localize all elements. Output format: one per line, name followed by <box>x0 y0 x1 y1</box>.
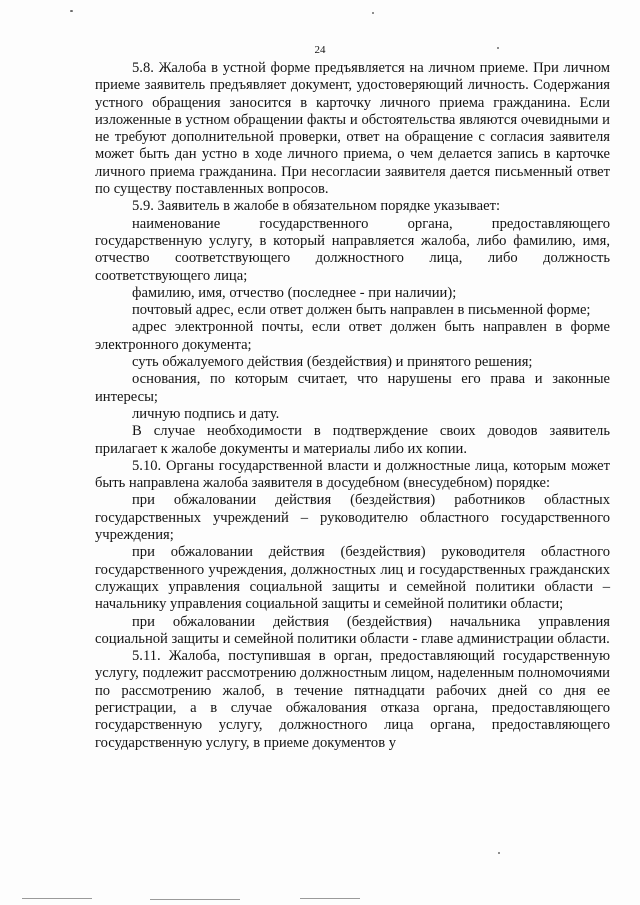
body-text <box>95 60 610 752</box>
scan-speck <box>70 10 73 12</box>
paragraph-5-11: 5.11. Жалоба, поступившая в орган, предоставляющий государственную услугу, подлежит рассмотрению должностным лицом, наделенным полномочиями по рассмотрению жалоб, в течение пятнадцати рабочих дней со дня ее регистрации, а в случае обжалования отказа органа, предоставляющего государственную услугу, должностного лица органа, предоставляющего государственную услугу, в приеме документов у <box>95 648 610 751</box>
paragraph-5-10: 5.10. Органы государственной власти и должностные лица, которым может быть направлена жалоба заявителя в досудебном (внесудебном) порядке: <box>95 457 610 492</box>
list-item-signature: личную подпись и дату. <box>132 405 280 422</box>
page-number: 24 <box>314 44 326 56</box>
paragraph-attachments: В случае необходимости в подтверждение своих доводов заявитель прилагает к жалобе документы и материалы либо их копии. <box>95 423 610 457</box>
list-item-institution-workers: при обжаловании действия (бездействия) работников областных государственных учреждений – руководителю областного государственного учреждения; <box>95 492 610 544</box>
list-item-postal-address: почтовый адрес, если ответ должен быть направлен в письменной форме; <box>132 302 591 319</box>
scan-speck <box>497 47 499 49</box>
paragraph-5-8: 5.8. Жалоба в устной форме предъявляется на личном приеме. При личном приеме заявитель предъявляет документ, удостоверяющий личность. Содержания устного обращения заносится в карточку личного приема гражданина. Если изложенные в устном обращении факты и обстоятельства являются очевидными и не требуют дополнительной проверки, ответ на обращение с согласия заявителя может быть дан устно в ходе личного приема, о чем делается запись в карточке личного приема гражданина. При несогласии заявителя дается письменный ответ по существу поставленных вопросов. <box>95 60 610 198</box>
scan-speck <box>372 12 374 14</box>
list-item-institution-head: при обжаловании действия (бездействия) руководителя областного государственного учреждения, должностных лиц и государственных гражданских служащих управления социальной защиты и семейной политики области – начальнику управления социальной защиты и семейной политики области; <box>95 544 610 613</box>
scan-edge-mark <box>22 898 92 899</box>
list-item-full-name: фамилию, имя, отчество (последнее - при наличии); <box>132 284 457 301</box>
list-item-agency-name: наименование государственного органа, предоставляющего государственную услугу, в который направляется жалоба, либо фамилию, имя, отчество соответствующего должностного лица, либо должность соответствующего лица; <box>95 215 610 284</box>
list-item-grounds: основания, по которым считает, что нарушены его права и законные интересы; <box>95 371 610 405</box>
list-item-email-address: адрес электронной почты, если ответ должен быть направлен в форме электронного документа; <box>95 319 610 353</box>
list-item-essence: суть обжалуемого действия (бездействия) и принятого решения; <box>132 354 533 371</box>
scan-edge-mark <box>300 898 360 899</box>
list-item-department-head: при обжаловании действия (бездействия) начальника управления социальной защиты и семейной политики области - главе администрации области. <box>95 613 610 647</box>
scan-edge-mark <box>150 899 240 900</box>
scan-speck <box>498 852 500 854</box>
paragraph-5-9: 5.9. Заявитель в жалобе в обязательном порядке указывает: <box>132 198 501 215</box>
